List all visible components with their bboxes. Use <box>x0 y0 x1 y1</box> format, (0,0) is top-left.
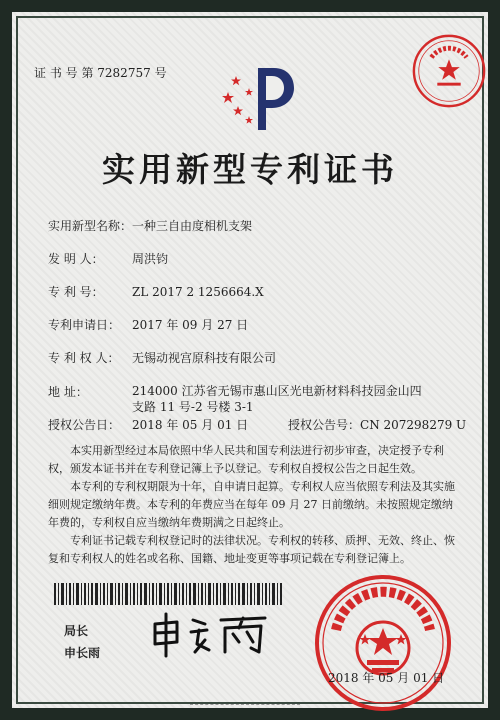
field-patent-number <box>48 283 264 300</box>
president-name: 申长雨 <box>64 646 101 660</box>
issue-date: 2018 年 05 月 01 日 <box>328 671 445 685</box>
patent-office-emblem-icon <box>222 62 302 132</box>
paragraph-grant: 本实用新型经过本局依照中华人民共和国专利法进行初步审查，决定授予专利权，颁发本证书并在专利登记簿上予以登记。专利权自授权公告之日起生效。 <box>48 444 444 475</box>
field-inventor <box>48 250 168 267</box>
grant-date-value: 2018 年 05 月 01 日 <box>132 418 249 432</box>
field-value: 2017 年 09 月 27 日 <box>132 318 249 332</box>
certificate-title: 实用新型专利证书 <box>102 150 398 189</box>
address-value: 214000 江苏省无锡市惠山区光电新材料科技园金山四支路 11 号-2 号楼 3-1 <box>132 384 422 414</box>
field-value: ZL 2017 2 1256664.X <box>132 285 264 299</box>
field-label: 实用新型名称： <box>48 219 133 233</box>
paragraph-legal-status: 专利证书记载专利权登记时的法律状况。专利权的转移、质押、无效、终止、恢复和专利权人的姓名或名称、国籍、地址变更等事项记载在专利登记簿上。 <box>48 534 455 565</box>
certificate-number-label: 证 书 号 第 <box>34 66 94 80</box>
certificate-number <box>34 64 167 81</box>
field-patentee <box>48 349 276 366</box>
field-utility-name <box>48 217 252 234</box>
field-application-date <box>48 316 248 333</box>
official-seal-top <box>410 32 488 110</box>
address-label: 地 址： <box>48 385 88 399</box>
paragraph-term: 本专利的专利权期限为十年，自申请日起算。专利权人应当依照专利法及其实施细则规定缴纳年费。本专利的年费应当在每年 09 月 27 日前缴纳。未按照规定缴纳年费的，专利权自应当缴纳年费期满之日起终止。 <box>48 480 455 529</box>
field-label: 专 利 号： <box>48 285 104 299</box>
field-label: 发 明 人： <box>48 252 104 266</box>
barcode <box>54 583 284 605</box>
official-seal-national <box>312 572 454 714</box>
certificate-number-suffix: 号 <box>154 66 167 80</box>
grant-number-value: CN 207298279 U <box>360 418 467 432</box>
certificate-number-value: 7282757 <box>97 66 151 80</box>
field-label: 专 利 权 人： <box>48 351 120 365</box>
field-value: 周洪钧 <box>132 252 169 266</box>
field-label: 专利申请日： <box>48 318 121 332</box>
field-value: 无锡动视宫原科技有限公司 <box>132 351 277 365</box>
bottom-divider <box>190 704 300 713</box>
grant-date-label: 授权公告日： <box>48 418 121 432</box>
field-value: 一种三自由度相机支架 <box>132 219 253 233</box>
president-title: 局长 <box>64 624 89 638</box>
grant-announce-date <box>48 416 248 433</box>
grant-number-label: 授权公告号： <box>288 418 361 432</box>
president-signature <box>147 610 277 658</box>
grant-announce-number <box>288 416 466 433</box>
